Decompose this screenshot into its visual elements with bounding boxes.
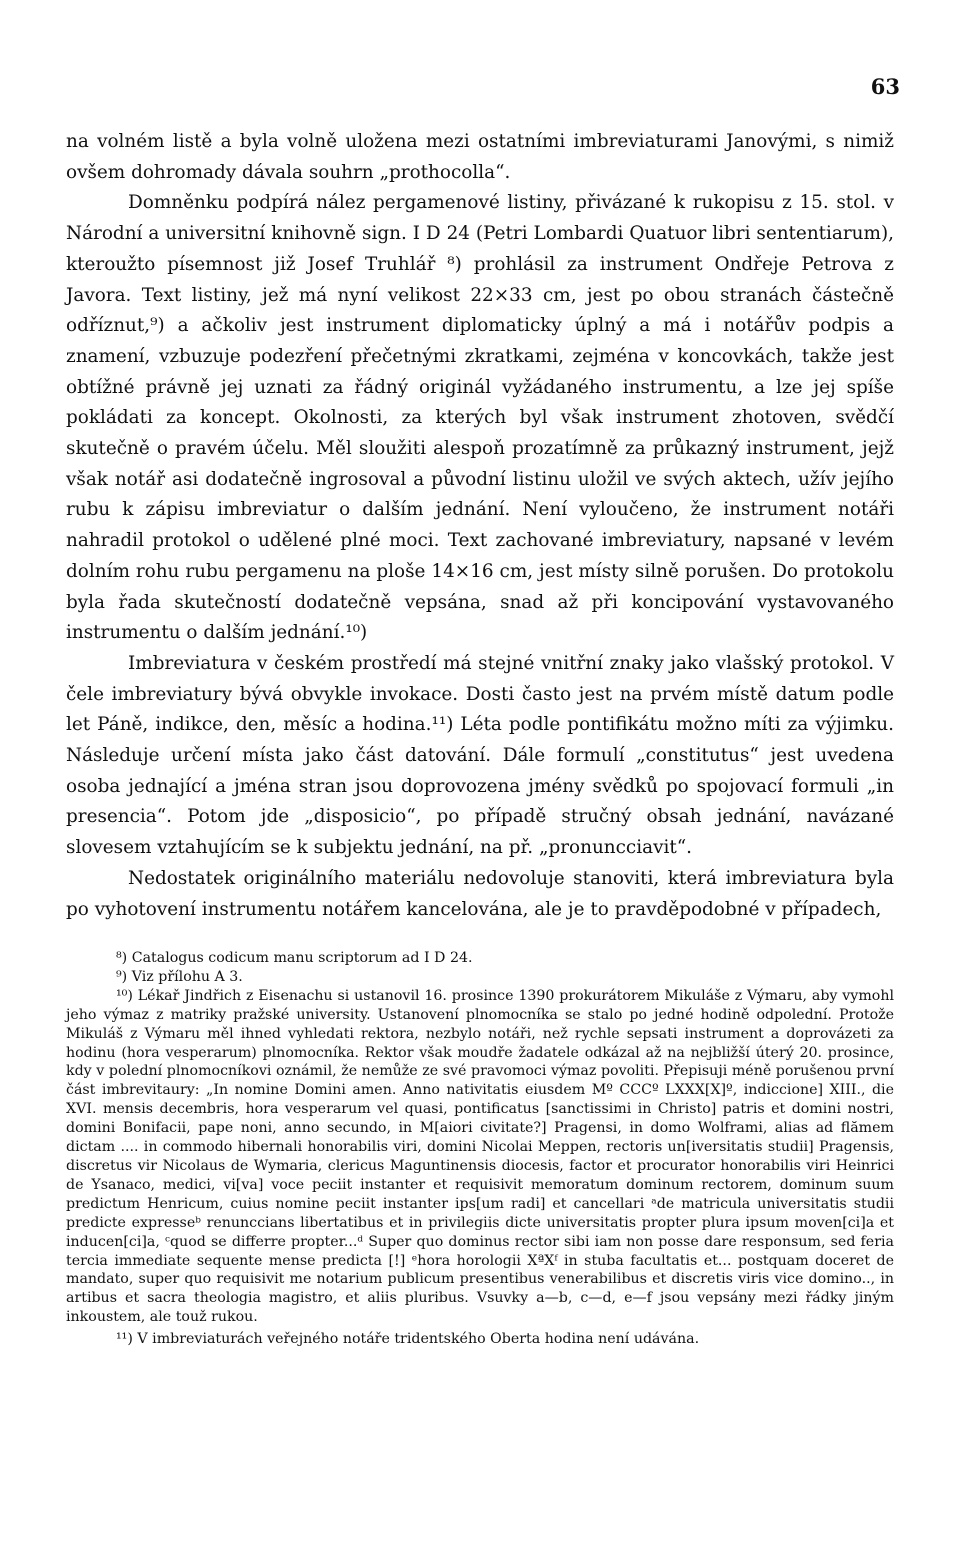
footnote: ⁸) Catalogus codicum manu scriptorum ad I D 24. bbox=[116, 950, 473, 966]
paragraph: Imbreviatura v českém prostředí má stejné vnitřní znaky jako vlašský protokol. V čele imbreviatury bývá obvykle invokace. Dosti často jest na prvém místě datum podle let Páně, indikce, den, měsíc a hodina.¹¹) Léta podle pontifikátu možno míti za výjimku. Následuje určení místa jako část datování. Dále formulí „constitutus“ jest uvedena osoba jednající a jména stran jsou doprovozena jmény svědků po spojovací formuli „in presencia“. Potom jde „disposicio“, po případě stručný obsah jednání, navázané slovesem vztahujícím se k subjektu jednání, na př. „pronuncciavit“. bbox=[66, 652, 894, 859]
footnote: ⁹) Viz přílohu A 3. bbox=[116, 968, 243, 985]
footnotes bbox=[66, 949, 894, 1349]
paragraph: na volném listě a byla volně uložena mezi ostatními imbreviaturami Janovými, s nimiž ovšem dohromady dávala souhrn „prothocolla“. bbox=[66, 131, 894, 183]
body-text bbox=[66, 127, 894, 925]
paragraph: Domněnku podpírá nález pergamenové listiny, přivázané k rukopisu z 15. stol. v Národní a universitní knihovně sign. I D 24 (Petri Lombardi Quatuor libri sententiarum), kteroužto písemnost již Josef Truhlář ⁸) prohlásil za instrument Ondřeje Petrova z Javora. Text listiny, jež má nyní velikost 22×33 cm, jest po obou stranách částečně odříznut,⁹) a ačkoliv jest instrument diplomaticky úplný a má i notářův podpis a znamení, vzbuzuje podezření přečetnými zkratkami, zejména v koncovkách, takže jest obtížné právně jej uznati za řádný originál vyžádaného instrumentu, a lze jej spíše pokládati za koncept. Okolnosti, za kterých byl však instrument zhotoven, svědčí skutečně o pravém účelu. Měl sloužiti alespoň prozatímně za průkazný instrument, jejž však notář asi dodatečně ingrosoval a původní listinu uložil ve svých aktech, užív jejího rubu k zápisu imbreviatur o dalším jednání. Není vyloučeno, že instrument notáři nahradil protokol o udělené plné moci. Text zachované imbreviatury, napsané v levém dolním rohu rubu pergamenu na ploše 14×16 cm, jest místy silně porušen. Do protokolu byla řada skutečností dodatečně vepsána, snad až při koncipování vystavovaného instrumentu o dalším jednání.¹⁰) bbox=[66, 192, 894, 644]
footnote: ¹¹) V imbreviaturách veřejného notáře tridentského Oberta hodina není udávána. bbox=[116, 1331, 700, 1348]
page-number: 63 bbox=[870, 74, 900, 99]
footnote: ¹⁰) Lékař Jindřich z Eisenachu si ustanovil 16. prosince 1390 prokurátorem Mikuláše z Výmaru, aby vymohl jeho výmaz z matriky pražské university. Ustanovení plnomocníka se stalo po jedné hodině odpolední. Protože Mikuláš z Výmaru měl ihned vyhledati rektora, nezbylo notáři, než rychle sepsati instrument a doprovázeti za hodinu (hora vesperarum) plnomocníka. Rektor však moudře žadatele odkázal až na nejbližší úterý 20. prosince, kdy v polední plnomocníkovi oznámil, že nemůže ze své pravomoci výmaz povoliti. Přepisuji méně porušenou první část imbrevitaury: „In nomine Domini amen. Anno nativitatis eiusdem Mº CCCº LXXX[X]º, indiccione] XIII., die XVI. mensis decembris, hora vesperarum vel quasi, pontificatus [sanctissimi in Christo] patris et domini nostri, domini Bonifacii, pape noni, anno secundo, in M[aiori civitate?] Pragensi, in domo Wolframi, alias ad flămem dictam .... in commodo hibernali honorabilis viri, domini Nicolai Meppen, rectoris un[iversitatis studii] Pragensis, discretus vir Nicolaus de Wymaria, clericus Maguntinensis diocesis, factor et procurator honorabilis viri Heinrici de Ysanaco, medici, vi[va] voce peciit instanter et requisivit memoratum dominum rectorem, dominum suum predictum Henricum, cuius nomine peciit instanter ips[um radi] et cancellari ᵃde matricula universitatis studii predicte expresseᵇ renunccians libertatibus et in privilegiis dicte universitatis propter plura ipsum moven[ci]a et inducen[ci]a, ᶜquod se differre propter...ᵈ Super quo dominus rector sibi iam non posse dare responsum, sed feria tercia immediate sequente mense predicta [!] ᵉhora horologii XªXᶠ in stuba facultatis et... postquam doceret de mandato, super quo requisivit me notarium publicum presentibus venerabilibus et discretis viris vice domino.., in artibus et sacra theologia magistro, et aliis pluribus. Vsuvky a—b, c—d, e—f jsou vepsány mezi řádky jiným inkoustem, ale touž rukou. bbox=[66, 987, 894, 1326]
paragraph: Nedostatek originálního materiálu nedovoluje stanoviti, která imbreviatura byla po vyhotovení instrumentu notářem kancelována, ale je to pravděpodobné v případech, bbox=[66, 867, 894, 920]
